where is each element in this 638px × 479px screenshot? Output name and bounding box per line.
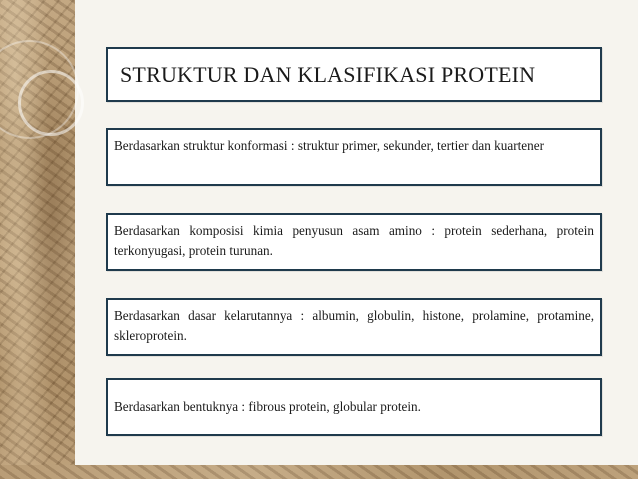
crumpled-paper-bottom-band — [0, 465, 638, 479]
classification-text: Berdasarkan struktur konformasi : struktur primer, sekunder, tertier dan kuartener — [114, 138, 544, 153]
slide-title: STRUKTUR DAN KLASIFIKASI PROTEIN — [120, 61, 536, 87]
classification-box-structure — [106, 128, 602, 186]
classification-text: Berdasarkan komposisi kimia penyusun asam amino : protein sederhana, protein terkonyugasi, protein turunan. — [114, 223, 594, 258]
classification-text: Berdasarkan dasar kelarutannya : albumin, globulin, histone, prolamine, protamine, skleroprotein. — [114, 308, 594, 343]
classification-box-shape — [106, 378, 602, 436]
title-box — [106, 47, 602, 102]
classification-box-composition — [106, 213, 602, 271]
classification-box-solubility — [106, 298, 602, 356]
classification-text: Berdasarkan bentuknya : fibrous protein, globular protein. — [114, 399, 421, 414]
